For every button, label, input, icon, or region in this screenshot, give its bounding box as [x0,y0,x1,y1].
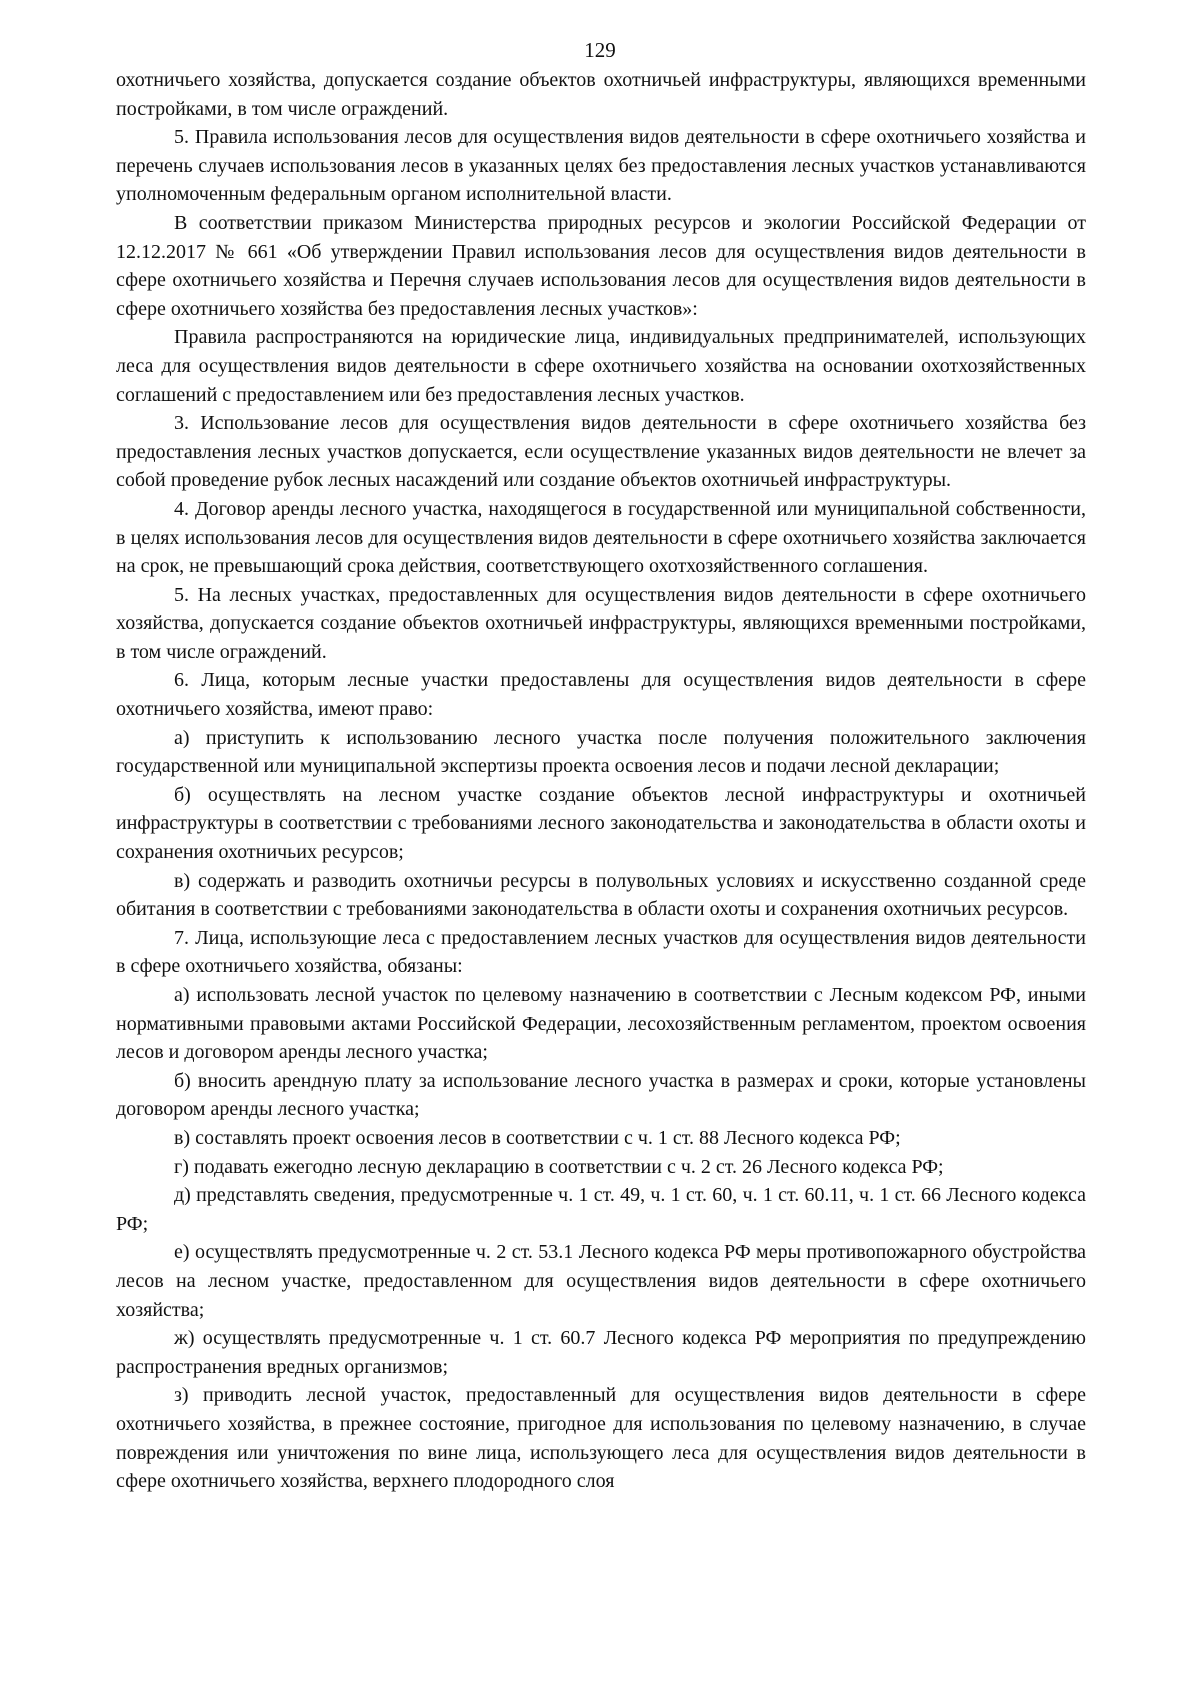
paragraph: В соответствии приказом Министерства природных ресурсов и экологии Российской Федерации от 12.12.2017 № 661 «Об утверждении Правил использования лесов для осуществления видов деятельности в сфере охотничьего хозяйства и Перечня случаев использования лесов для осуществления видов деятельности в сфере охотничьего хозяйства без предоставления лесных участков»: [116,211,1086,320]
paragraph: 3. Использование лесов для осуществления видов деятельности в сфере охотничьего хозяйства без предоставления лесных участков допускается, если осуществление указанных видов деятельности не влечет за собой проведение рубок лесных насаждений или создание объектов охотничьей инфраструктуры. [116,412,1086,492]
page-number: 129 [584,38,616,62]
list-item: г) подавать ежегодно лесную декларацию в соответствии с ч. 2 ст. 26 Лесного кодекса РФ; [174,1155,944,1178]
list-item: б) осуществлять на лесном участке создание объектов лесной инфраструктуры и охотничьей инфраструктуры в соответствии с требованиями лесного законодательства и законодательства в области охоты и сохранения охотничьих ресурсов; [116,783,1086,864]
list-item: д) представлять сведения, предусмотренные ч. 1 ст. 49, ч. 1 ст. 60, ч. 1 ст. 60.11, ч. 1 ст. 66 Лесного кодекса РФ; [116,1184,1086,1235]
list-item: е) осуществлять предусмотренные ч. 2 ст. 53.1 Лесного кодекса РФ меры противопожарного обустройства лесов на лесном участке, предоставленном для осуществления видов деятельности в сфере охотничьего хозяйства; [116,1241,1086,1321]
list-item: в) составлять проект освоения лесов в соответствии с ч. 1 ст. 88 Лесного кодекса РФ; [174,1126,901,1149]
paragraph: 6. Лица, которым лесные участки предоставлены для осуществления видов деятельности в сфере охотничьего хозяйства, имеют право: [116,669,1086,721]
paragraph: 5. Правила использования лесов для осуществления видов деятельности в сфере охотничьего хозяйства и перечень случаев использования лесов в указанных целях без предоставления лесных участков устанавливаются уполномоченным федеральным органом исполнительной власти. [116,126,1086,206]
list-item: б) вносить арендную плату за использование лесного участка в размерах и сроки, которые установлены договором аренды лесного участка; [116,1069,1086,1121]
paragraph: 4. Договор аренды лесного участка, находящегося в государственной или муниципальной собственности, в целях использования лесов для осуществления видов деятельности в сфере охотничьего хозяйства заключается на срок, не превышающий срока действия, соответствующего охотхозяйственного соглашения. [116,497,1086,578]
list-item: а) приступить к использованию лесного участка после получения положительного заключения государственной или муниципальной экспертизы проекта освоения лесов и подачи лесной декларации; [116,726,1086,778]
paragraph: Правила распространяются на юридические лица, индивидуальных предпринимателей, использующих леса для осуществления видов деятельности в сфере охотничьего хозяйства на основании охотхозяйственных соглашений с предоставлением или без предоставления лесных участков. [116,326,1086,406]
list-item: а) использовать лесной участок по целевому назначению в соответствии с Лесным кодексом РФ, иными нормативными правовыми актами Российской Федерации, лесохозяйственным регламентом, проектом освоения лесов и договором аренды лесного участка; [116,984,1086,1064]
list-item: в) содержать и разводить охотничьи ресурсы в полувольных условиях и искусственно созданной среде обитания в соответствии с требованиями законодательства в области охоты и сохранения охотничьих ресурсов. [116,869,1086,921]
paragraph: 5. На лесных участках, предоставленных для осуществления видов деятельности в сфере охотничьего хозяйства, допускается создание объектов охотничьей инфраструктуры, являющихся временными постройками, в том числе ограждений. [116,583,1086,663]
list-item: ж) осуществлять предусмотренные ч. 1 ст. 60.7 Лесного кодекса РФ мероприятия по предупреждению распространения вредных организмов; [116,1327,1086,1378]
list-item: з) приводить лесной участок, предоставленный для осуществления видов деятельности в сфере охотничьего хозяйства, в прежнее состояние, пригодное для использования по целевому назначению, в случае повреждения или уничтожения по вине лица, использующего леса для осуществления видов деятельности в сфере охотничьего хозяйства, верхнего плодородного слоя [116,1384,1086,1493]
paragraph: охотничьего хозяйства, допускается создание объектов охотничьей инфраструктуры, являющихся временными постройками, в том числе ограждений. [116,69,1086,120]
paragraph: 7. Лица, использующие леса с предоставлением лесных участков для осуществления видов деятельности в сфере охотничьего хозяйства, обязаны: [116,926,1086,978]
document-body [116,66,1086,1496]
